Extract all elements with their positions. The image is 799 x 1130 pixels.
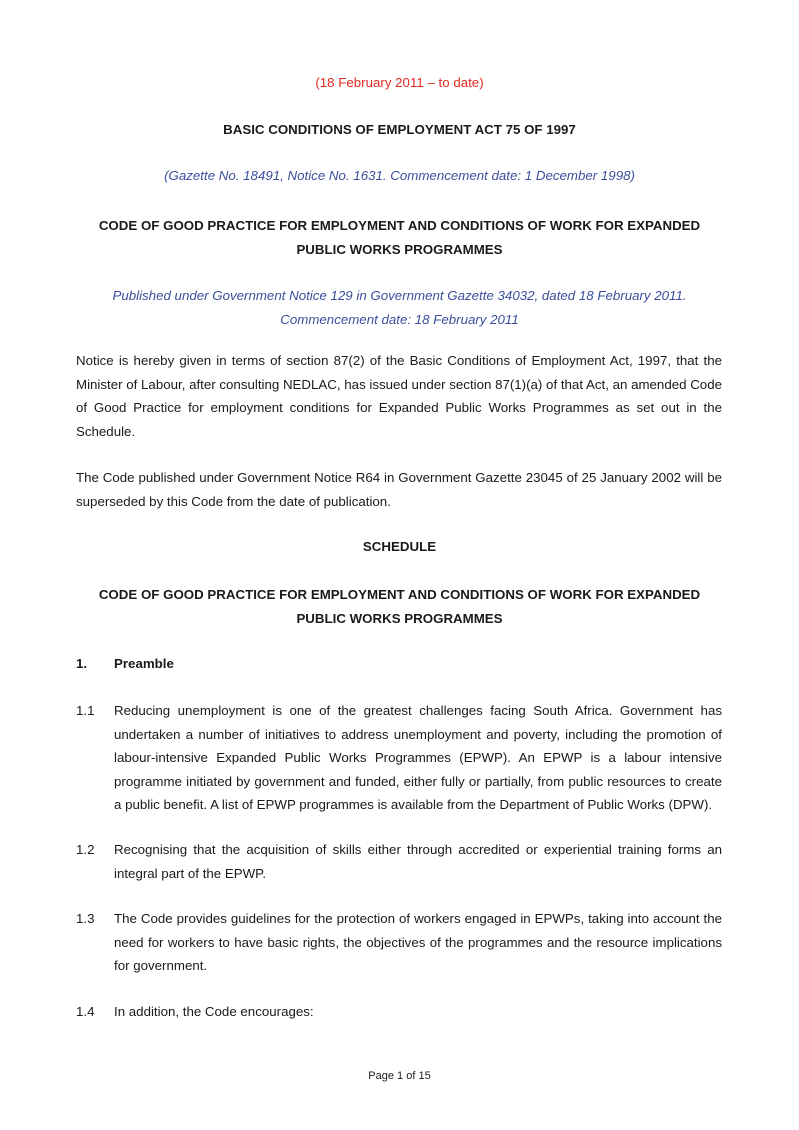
item-1-2-number: 1.2 <box>76 842 95 857</box>
section-1-title: Preamble <box>114 656 174 671</box>
published-info <box>0 284 799 331</box>
item-1-3-number: 1.3 <box>76 911 95 926</box>
item-1-1-text: Reducing unemployment is one of the greatest challenges facing South Africa. Government has undertaken a number of initiatives to address unemployment and poverty, including the promotion of labour-intensive Expanded Public Works Programmes (EPWP). An EPWP is a labour intensive programme initiated by government and funded, either fully or partially, from public resources to create a public benefit. A list of EPWP programmes is available from the Department of Public Works (DPW). <box>114 703 722 813</box>
code-title-line1: CODE OF GOOD PRACTICE FOR EMPLOYMENT AND CONDITIONS OF WORK FOR EXPANDED <box>98 218 701 233</box>
published-info-line1: Published under Government Notice 129 in Government Gazette 34032, dated 18 February 2011. <box>112 288 687 303</box>
published-info-line2: Commencement date: 18 February 2011 <box>280 311 519 327</box>
schedule-code-title <box>0 583 799 630</box>
code-title <box>0 214 799 261</box>
schedule-heading: SCHEDULE <box>362 539 437 554</box>
supersede-paragraph: The Code published under Government Notice R64 in Government Gazette 23045 of 25 January 2002 will be superseded by this Code from the date of publication. <box>76 470 722 509</box>
item-1-2-text: Recognising that the acquisition of skills either through accredited or experiential training forms an integral part of the EPWP. <box>114 842 722 881</box>
gazette-info: (Gazette No. 18491, Notice No. 1631. Commencement date: 1 December 1998) <box>164 168 635 183</box>
page-footer: Page 1 of 15 <box>368 1070 431 1082</box>
schedule-code-title-line1: CODE OF GOOD PRACTICE FOR EMPLOYMENT AND CONDITIONS OF WORK FOR EXPANDED <box>98 587 701 602</box>
header-date: (18 February 2011 – to date) <box>315 75 484 90</box>
act-title: BASIC CONDITIONS OF EMPLOYMENT ACT 75 OF 1997 <box>223 122 576 137</box>
section-1-number: 1. <box>76 656 88 671</box>
schedule-code-title-line2: PUBLIC WORKS PROGRAMMES <box>296 610 503 626</box>
item-1-4-number: 1.4 <box>76 1004 95 1019</box>
item-1-4-text: In addition, the Code encourages: <box>114 1004 314 1019</box>
notice-paragraph: Notice is hereby given in terms of section 87(2) of the Basic Conditions of Employment Act, 1997, that the Minister of Labour, after consulting NEDLAC, has issued under section 87(1)(a) of that Act, an amended Code of Good Practice for employment conditions for Expanded Public Works Programmes as set out in the Schedule. <box>76 353 722 439</box>
item-1-3-text: The Code provides guidelines for the protection of workers engaged in EPWPs, taking into account the need for workers to have basic rights, the objectives of the programmes and the resource implications for government. <box>114 911 722 974</box>
item-1-1-number: 1.1 <box>76 703 95 718</box>
code-title-line2: PUBLIC WORKS PROGRAMMES <box>296 241 503 257</box>
